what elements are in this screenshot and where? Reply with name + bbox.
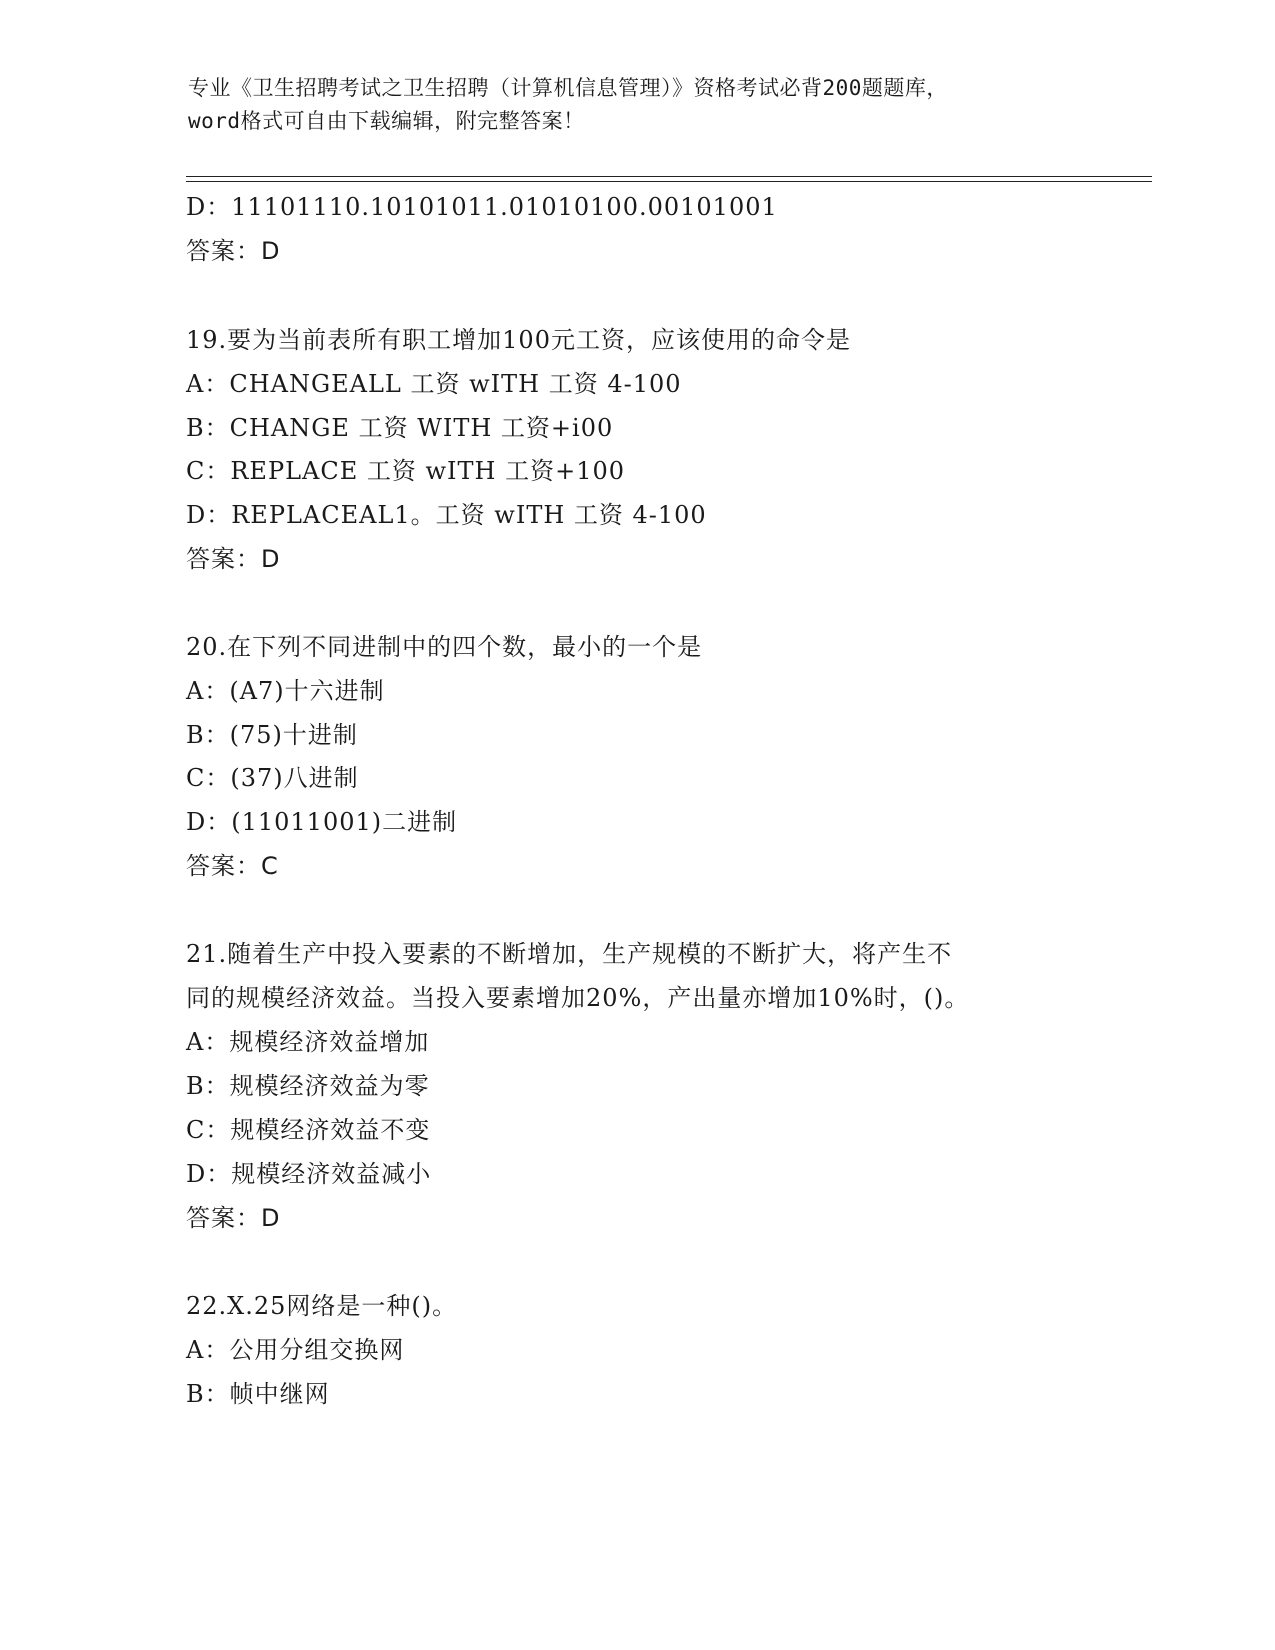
q21-option-a: A：规模经济效益增加: [186, 1028, 430, 1056]
q22-option-a: A：公用分组交换网: [186, 1336, 405, 1364]
q20-stem: 20.在下列不同进制中的四个数，最小的一个是: [186, 633, 703, 661]
header-line-1: 专业《卫生招聘考试之卫生招聘（计算机信息管理）》资格考试必背200题题库，: [188, 76, 948, 100]
q20-option-a: A：(A7)十六进制: [186, 677, 385, 705]
q21-stem-line-1: 21.随着生产中投入要素的不断增加，生产规模的不断扩大，将产生不: [186, 940, 953, 968]
q21-answer: 答案：D: [186, 1204, 281, 1232]
q19-option-c: C：REPLACE 工资 wITH 工资+100: [186, 457, 626, 485]
q20-option-c: C：(37)八进制: [186, 764, 359, 792]
q22-option-b: B：帧中继网: [186, 1380, 330, 1408]
q20-option-b: B：(75)十进制: [186, 721, 358, 749]
q20-answer: 答案：C: [186, 852, 279, 880]
prev-answer: 答案：D: [186, 237, 281, 265]
q19-option-b: B：CHANGE 工资 WITH 工资+i00: [186, 414, 614, 442]
q21-option-b: B：规模经济效益为零: [186, 1072, 430, 1100]
document-header: [188, 72, 1088, 138]
q19-stem: 19.要为当前表所有职工增加100元工资，应该使用的命令是: [186, 326, 851, 354]
q21-option-c: C：规模经济效益不变: [186, 1116, 431, 1144]
q19-answer: 答案：D: [186, 545, 281, 573]
q21-option-d: D：规模经济效益减小: [186, 1160, 432, 1188]
q19-option-d: D：REPLACEAL1。工资 wITH 工资 4-100: [186, 501, 707, 529]
header-divider-top: [186, 176, 1152, 177]
q20-option-d: D：(11011001)二进制: [186, 808, 458, 836]
header-divider-bottom: [186, 181, 1152, 182]
prev-option-d: D：11101110.10101011.01010100.00101001: [186, 193, 778, 221]
header-line-2: word格式可自由下载编辑，附完整答案！: [188, 109, 585, 133]
q21-stem-line-2: 同的规模经济效益。当投入要素增加20%，产出量亦增加10%时，()。: [186, 984, 970, 1012]
q22-stem: 22.X.25网络是一种()。: [186, 1292, 458, 1320]
q19-option-a: A：CHANGEALL 工资 wITH 工资 4-100: [186, 370, 682, 398]
